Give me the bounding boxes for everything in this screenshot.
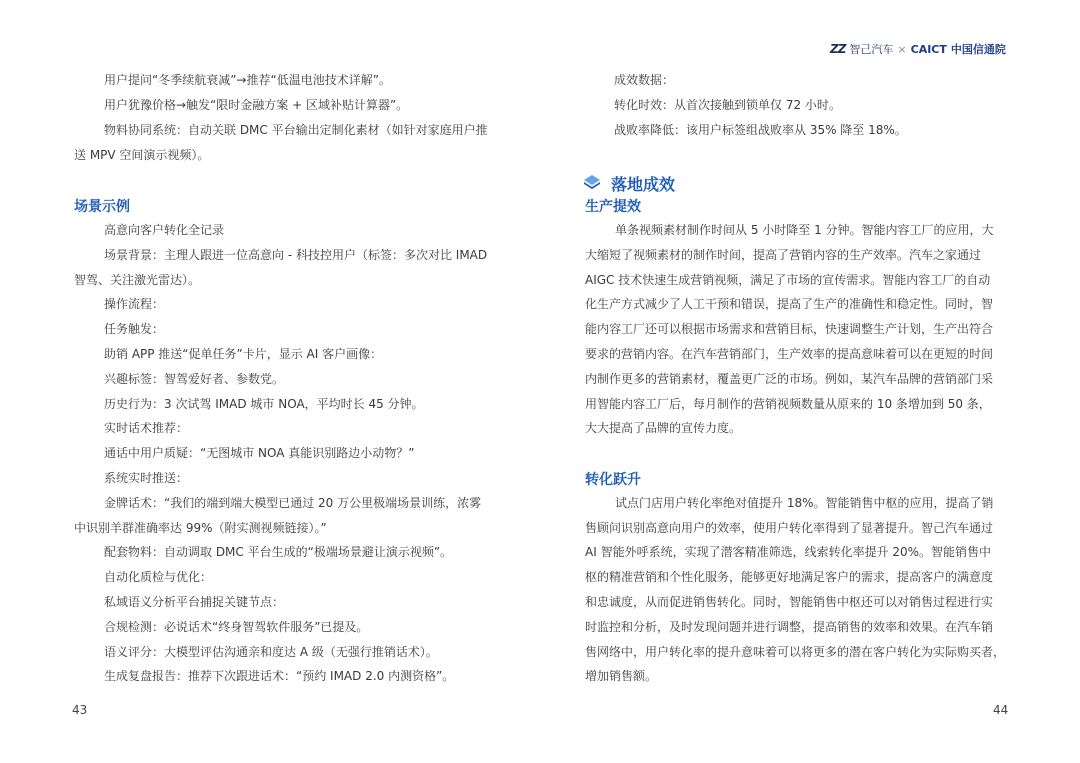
body-line: 通话中用户质疑：“无图城市 NOA 真能识别路边小动物？” bbox=[104, 446, 415, 460]
body-line: 配套物料：自动调取 DMC 平台生成的“极端场景避让演示视频”。 bbox=[104, 545, 453, 559]
body-line: 时监控和分析，及时发现问题并进行调整，提高销售的效率和效果。在汽车销 bbox=[585, 620, 994, 634]
body-line: 要求的营销内容。在汽车营销部门，生产效率的提高意味着可以在更短的时间 bbox=[585, 347, 994, 361]
body-line: 内制作更多的营销素材，覆盖更广泛的市场。例如，某汽车品牌的营销部门采 bbox=[585, 372, 994, 386]
body-line: 售网络中，用户转化率的提升意味着可以将更多的潜在客户转化为实际购买者， bbox=[585, 645, 1006, 659]
body-line: 合规检测：必说话术“终身智驾软件服务”已提及。 bbox=[104, 620, 369, 634]
body-line: 操作流程： bbox=[104, 297, 165, 311]
logo-separator: × bbox=[897, 42, 907, 56]
subsection-title-conversion: 转化跃升 bbox=[585, 472, 641, 488]
body-line: 系统实时推送： bbox=[104, 471, 189, 485]
partner-name: 中国信通院 bbox=[950, 43, 1006, 56]
body-line: 助销 APP 推送“促单任务”卡片，显示 AI 客户画像： bbox=[104, 347, 383, 361]
body-line: 生成复盘报告：推荐下次跟进话术：“预约 IMAD 2.0 内测资格”。 bbox=[104, 669, 455, 683]
body-line: 大缩短了视频素材的制作时间，提高了营销内容的生产效率。汽车之家通过 bbox=[585, 248, 982, 262]
body-line: 售顾问识别高意向用户的效率，使用户转化率得到了显著提升。智己汽车通过 bbox=[585, 521, 994, 535]
body-line: 增加销售额。 bbox=[585, 669, 658, 683]
body-line: 语义评分：大模型评估沟通亲和度达 A 级（无强行推销话术）。 bbox=[104, 645, 438, 659]
body-line: 成效数据： bbox=[614, 73, 675, 87]
brand-name: 智己汽车 bbox=[849, 43, 894, 56]
body-line: 枢的精准营销和个性化服务，能够更好地满足客户的需求，提高客户的满意度 bbox=[585, 570, 994, 584]
body-line: 试点门店用户转化率绝对值提升 18%。智能销售中枢的应用，提高了销 bbox=[615, 496, 994, 510]
body-line: 化生产方式减少了人工干预和错误，提高了生产的准确性和稳定性。同时，智 bbox=[585, 297, 994, 311]
right-page bbox=[540, 0, 1080, 763]
diamond-section-icon bbox=[583, 174, 601, 190]
body-line: 高意向客户转化全记录 bbox=[104, 223, 225, 237]
body-line: 用户提问“冬季续航衰减”→推荐“低温电池技术详解”。 bbox=[104, 73, 391, 87]
body-line: 历史行为：3 次试驾 IMAD 城市 NOA，平均时长 45 分钟。 bbox=[104, 397, 424, 411]
body-line: 自动化质检与优化： bbox=[104, 570, 213, 584]
body-line: 物料协同系统：自动关联 DMC 平台输出定制化素材（如针对家庭用户推 bbox=[104, 123, 488, 137]
body-line: AI 智能外呼系统，实现了潜客精准筛选，线索转化率提升 20%。智能销售中 bbox=[585, 545, 992, 559]
body-line: 单条视频素材制作时间从 5 小时降至 1 分钟。智能内容工厂的应用，大 bbox=[615, 223, 994, 237]
section-title-results: 落地成效 bbox=[611, 175, 676, 194]
body-line: 任务触发： bbox=[104, 322, 165, 336]
body-line: 战败率降低：该用户标签组战败率从 35% 降至 18%。 bbox=[614, 123, 907, 137]
section-title-scenario: 场景示例 bbox=[74, 199, 130, 215]
body-line: 智驾、关注激光雷达）。 bbox=[74, 273, 201, 287]
body-line: 私域语义分析平台捕捉关键节点： bbox=[104, 595, 285, 609]
page-number: 43 bbox=[72, 703, 88, 717]
body-line: 大大提高了品牌的宣传力度。 bbox=[585, 421, 742, 435]
body-line: 送 MPV 空间演示视频）。 bbox=[74, 148, 210, 162]
body-line: AIGC 技术快速生成营销视频，满足了市场的宣传需求。智能内容工厂的自动 bbox=[585, 273, 991, 287]
body-line: 用智能内容工厂后，每月制作的营销视频数量从原来的 10 条增加到 50 条， bbox=[585, 397, 991, 411]
body-line: 转化时效：从首次接触到锁单仅 72 小时。 bbox=[614, 98, 841, 112]
page-number: 44 bbox=[993, 703, 1009, 717]
body-line: 场景背景：主理人跟进一位高意向 - 科技控用户（标签：多次对比 IMAD bbox=[104, 248, 488, 262]
brand-mark-icon: ZZ bbox=[830, 42, 846, 56]
body-line: 和忠诚度，从而促进销售转化。同时，智能销售中枢还可以对销售过程进行实 bbox=[585, 595, 994, 609]
subsection-title-production: 生产提效 bbox=[585, 199, 641, 215]
body-line: 兴趣标签：智驾爱好者、参数党。 bbox=[104, 372, 285, 386]
partner-abbr: CAICT bbox=[910, 42, 947, 56]
body-line: 金牌话术：“我们的端到端大模型已通过 20 万公里极端场景训练，浓雾 bbox=[104, 496, 482, 510]
body-line: 实时话术推荐： bbox=[104, 421, 189, 435]
body-line: 能内容工厂还可以根据市场需求和营销目标，快速调整生产计划，生产出符合 bbox=[585, 322, 994, 336]
body-line: 用户犹豫价格→触发“限时金融方案 + 区域补贴计算器”。 bbox=[104, 98, 409, 112]
body-line: 中识别羊群准确率达 99%（附实测视频链接）。” bbox=[74, 521, 327, 535]
